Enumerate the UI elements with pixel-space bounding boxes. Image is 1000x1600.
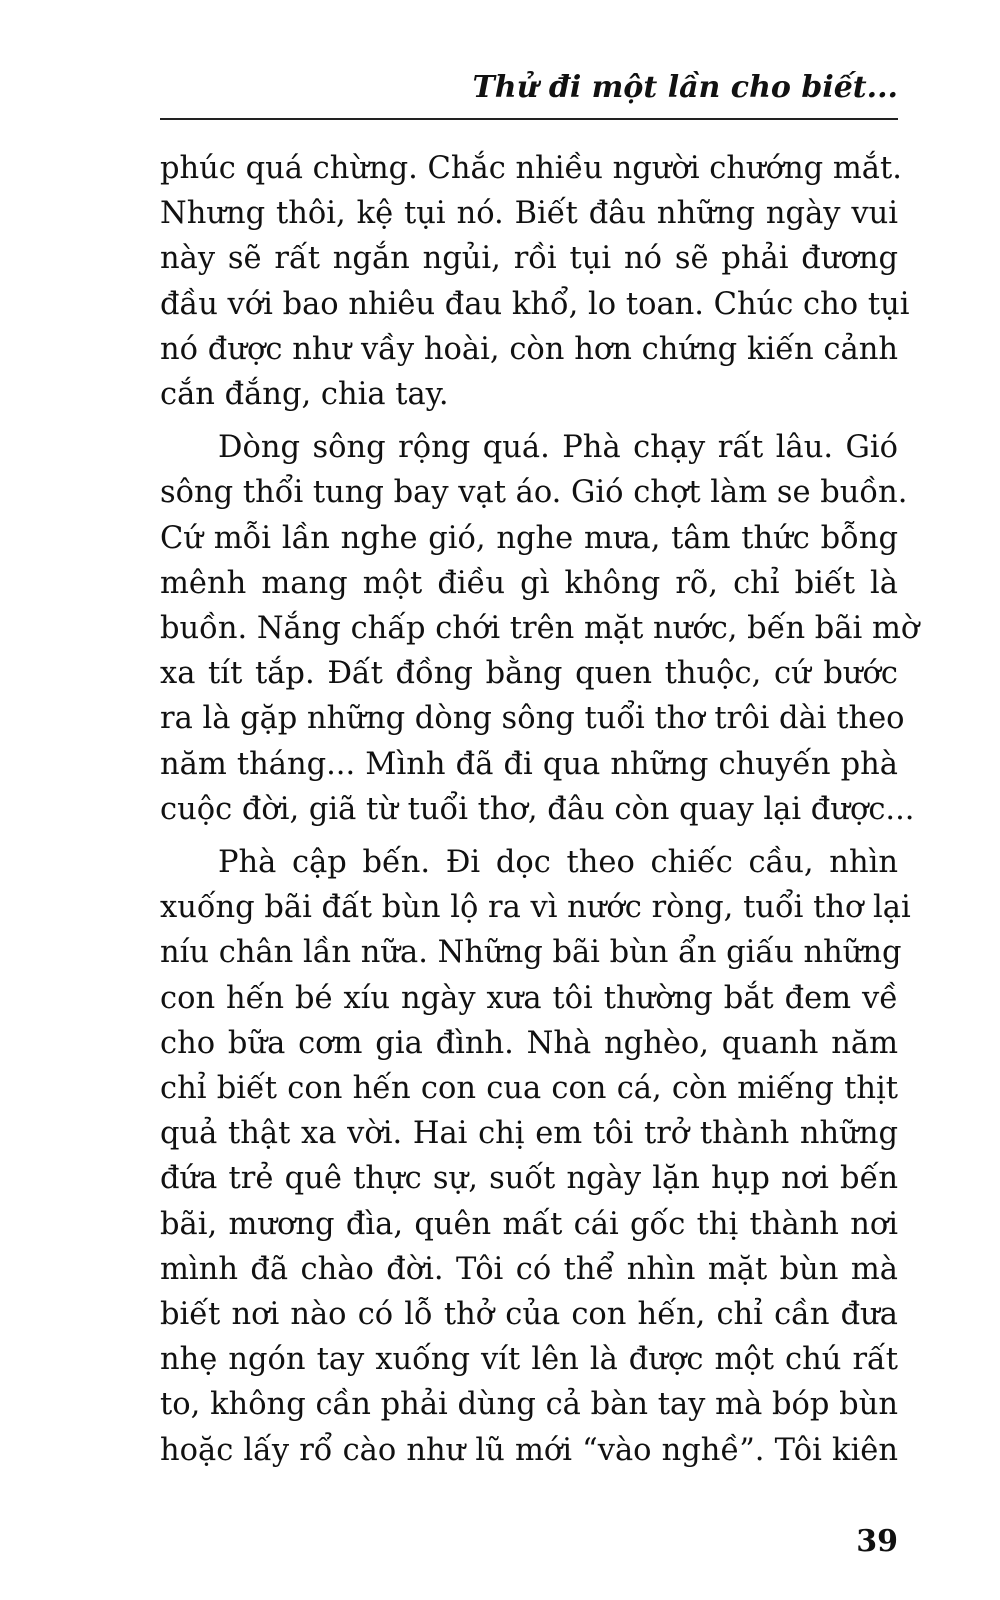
text-line: bãi, mương đìa, quên mất cái gốc thị thành nơi	[160, 1206, 898, 1242]
text-line: Dòng sông rộng quá. Phà chạy rất lâu. Gió	[218, 430, 898, 466]
text-line: đầu với bao nhiêu đau khổ, lo toan. Chúc cho tụi	[160, 286, 910, 322]
text-line: cuộc đời, giã từ tuổi thơ, đâu còn quay lại được...	[160, 791, 915, 827]
body-text	[160, 146, 920, 1481]
text-line: ra là gặp những dòng sông tuổi thơ trôi dài theo	[160, 701, 905, 737]
text-line: Phà cập bến. Đi dọc theo chiếc cầu, nhìn	[218, 845, 898, 881]
text-line: chỉ biết con hến con cua con cá, còn miếng thịt	[160, 1071, 898, 1107]
text-line: đứa trẻ quê thực sự, suốt ngày lặn hụp nơi bến	[160, 1161, 898, 1197]
text-line: to, không cần phải dùng cả bàn tay mà bóp bùn	[160, 1387, 898, 1423]
text-line: cắn đắng, chia tay.	[160, 377, 449, 413]
text-line: năm tháng... Mình đã đi qua những chuyến phà	[160, 746, 898, 782]
paragraph-3	[160, 840, 911, 1473]
paragraph-1	[160, 146, 910, 417]
text-line: xuống bãi đất bùn lộ ra vì nước ròng, tuổi thơ lại	[160, 890, 911, 926]
header-divider	[160, 118, 898, 120]
text-line: cho bữa cơm gia đình. Nhà nghèo, quanh năm	[160, 1025, 898, 1061]
text-line: sông thổi tung bay vạt áo. Gió chợt làm se buồn.	[160, 475, 908, 511]
text-line: mình đã chào đời. Tôi có thể nhìn mặt bùn mà	[160, 1251, 898, 1287]
text-line: phúc quá chừng. Chắc nhiều người chướng mắt.	[160, 151, 902, 186]
text-line: nó được như vầy hoài, còn hơn chứng kiến cảnh	[160, 331, 898, 367]
text-line: Nhưng thôi, kệ tụi nó. Biết đâu những ngày vui	[160, 196, 898, 232]
text-line: Cứ mỗi lần nghe gió, nghe mưa, tâm thức bỗng	[160, 520, 898, 556]
text-line: quả thật xa vời. Hai chị em tôi trở thành những	[160, 1116, 898, 1152]
text-line: níu chân lần nữa. Những bãi bùn ẩn giấu những	[160, 935, 902, 971]
running-header: Thử đi một lần cho biết...	[472, 70, 898, 105]
text-line: hoặc lấy rổ cào như lũ mới “vào nghề”. Tôi kiên	[160, 1432, 898, 1468]
text-line: nhẹ ngón tay xuống vít lên là được một chú rất	[160, 1342, 898, 1378]
text-line: con hến bé xíu ngày xưa tôi thường bắt đem về	[160, 980, 898, 1016]
text-line: buồn. Nắng chấp chới trên mặt nước, bến bãi mờ	[160, 611, 920, 647]
text-line: mênh mang một điều gì không rõ, chỉ biết là	[160, 565, 898, 601]
page-number: 39	[856, 1524, 898, 1559]
paragraph-2	[160, 425, 920, 832]
text-line: xa tít tắp. Đất đồng bằng quen thuộc, cứ bước	[160, 656, 898, 692]
text-line: biết nơi nào có lỗ thở của con hến, chỉ cần đưa	[160, 1297, 898, 1333]
text-line: này sẽ rất ngắn ngủi, rồi tụi nó sẽ phải đương	[160, 241, 898, 277]
